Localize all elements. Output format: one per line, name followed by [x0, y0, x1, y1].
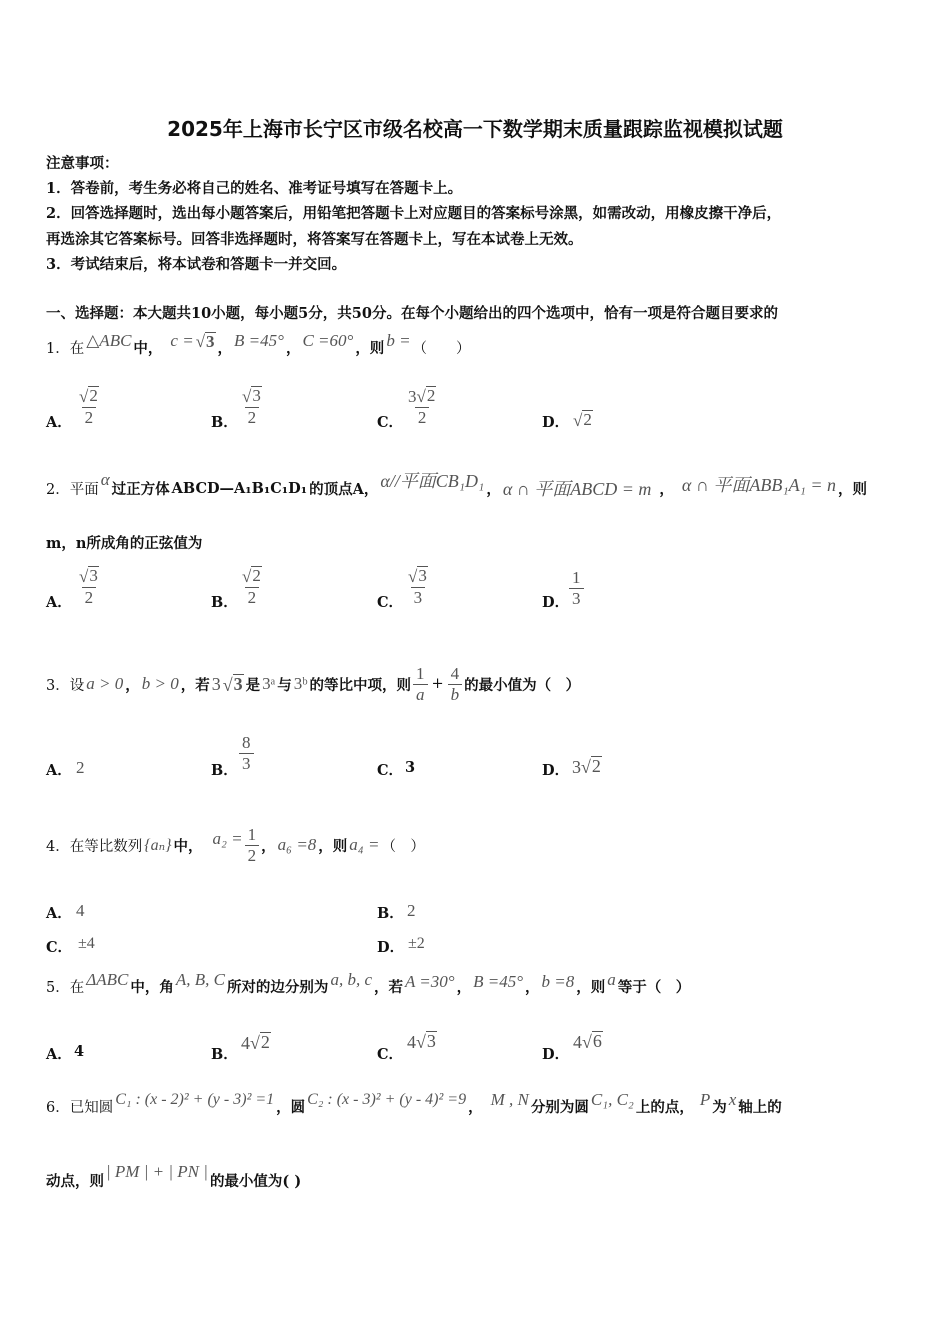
option-b-label: B． [211, 414, 238, 431]
option-d-label: D． [542, 414, 570, 431]
q4-option-d: ±2 [408, 935, 425, 952]
q6-circle-2: C₂ : (x - 3)² + (y - 4)² =9 [307, 1091, 467, 1108]
q1-option-d: √ 2 [573, 410, 592, 430]
q6-point-p: P [699, 1090, 711, 1109]
q6-text: 上的点， [635, 1098, 694, 1116]
q2-condition-3: α ∩ 平面ABB₁A₁ = n [681, 475, 836, 495]
question-4: 4．在等比数列 {aₙ} 中， a₂ = $\frac{1}{2}$ ， a₆ =8 ，则 a₄ = （ ） [46, 824, 425, 865]
option-c-label: C． [377, 762, 404, 779]
option-c-label: C． [377, 594, 404, 611]
option-c-label: C． [377, 414, 404, 431]
q5-option-d: 4 √ 6 [573, 1031, 602, 1052]
q5-then: ，则 [576, 978, 606, 996]
q5-triangle: ΔABC [86, 970, 129, 989]
q4-paren: （ ） [381, 838, 425, 855]
question-2: 2．平面 α 过正方体 ABCD—A₁B₁C₁D₁ 的顶点A， α//平面CB₁D₁ ， α ∩ 平面ABCD = m ， α ∩ 平面ABB₁A₁ = n ，则 [46, 468, 867, 508]
q3-power-a: 3ᵃ [262, 674, 276, 693]
q4-a4: a₄ = [349, 835, 380, 854]
q2-option-d: $\frac{1}{3}$ [569, 568, 584, 609]
q5-text: 所对的边分别为 [226, 978, 329, 996]
q1-b: b = [386, 331, 411, 350]
q3-tail: 的最小值为（ ） [464, 676, 581, 694]
q5-option-a: 4 [74, 1043, 85, 1060]
q3-radicand: 3 [233, 674, 243, 695]
q6-text: 轴上的 [738, 1098, 782, 1116]
q3-and: 与 [277, 676, 292, 694]
q5-angle-b: B =45° [473, 972, 523, 991]
q4-a6: a₆ =8 [277, 835, 317, 854]
q2-number: 2．平面 [46, 481, 99, 498]
q6-text: 分别为圆 [530, 1098, 589, 1116]
q3-cond-b: b > 0 [141, 674, 179, 693]
option-c-label: C． [46, 939, 73, 956]
q6-text: ，圆 [276, 1098, 306, 1116]
q1-angle-b: B =45° [234, 331, 284, 350]
q1-c: c = [170, 331, 194, 350]
option-a-label: A． [46, 905, 72, 922]
q5-tail: 等于（ ） [617, 978, 691, 996]
q2-condition-1: α//平面CB₁D₁ [380, 471, 485, 491]
q4-option-c: ±4 [78, 935, 95, 952]
q6-text: 动点，则 [46, 1172, 104, 1190]
q1-option-b: √ 3 2 [242, 386, 261, 427]
q2-alpha: α [100, 470, 110, 489]
notice-item: 再选涂其它答案标号。回答非选择题时，将答案写在答题卡上，写在本试卷上无效。 [46, 231, 583, 248]
option-b-label: B． [211, 594, 238, 611]
q2-line-2: m，n所成角的正弦值为 [46, 535, 203, 552]
q6-text: 的最小值为( ) [209, 1172, 302, 1190]
q2-text: 过正方体 [111, 480, 170, 498]
q1-then: ，则 [355, 339, 385, 357]
q3-text: 的等比中项，则 [309, 676, 412, 694]
q3-option-a: 2 [76, 758, 85, 777]
q3-is: 是 [245, 676, 261, 694]
q6-x: x [728, 1090, 737, 1109]
notice-item: 3．考试结束后，将本试卷和答题卡一并交回。 [46, 256, 347, 273]
q1-option-a: √ 2 2 [79, 386, 98, 427]
option-d-label: D． [542, 1046, 570, 1063]
q4-text: 中， [173, 837, 203, 855]
question-6: 6．已知圆 C₁ : (x - 2)² + (y - 3)² =1 ，圆 C₂ : (x - 3)² + (y - 4)² =9 ， M , N 分别为圆 C₁, C₂ 上的点， P 为 x 轴上的 [46, 1090, 782, 1116]
q5-option-b: 4 √ 2 [241, 1032, 270, 1053]
q5-side-b: b =8 [541, 972, 575, 991]
q3-if: ，若 [180, 676, 210, 694]
q5-side-a: a [607, 970, 616, 989]
q3-option-b: $\frac{8}{3}$ [239, 733, 254, 774]
option-a-label: A． [46, 1046, 72, 1063]
q3-option-c: 3 [405, 759, 416, 776]
q1-paren: （ ） [412, 340, 471, 357]
notice-heading: 注意事项： [46, 155, 119, 172]
q5-option-c: 4 √ 3 [407, 1031, 436, 1052]
option-a-label: A． [46, 414, 72, 431]
q2-cube: ABCD—A₁B₁C₁D₁ [171, 479, 308, 497]
q6-is: 为 [712, 1098, 727, 1116]
q2-option-b: √ 2 2 [242, 566, 261, 607]
option-d-label: D． [542, 594, 570, 611]
q2-condition-2: α ∩ 平面ABCD = m [502, 479, 652, 499]
q3-cond-a: a > 0 [86, 674, 124, 693]
option-b-label: B． [377, 905, 404, 922]
q2-then: ，则 [838, 480, 867, 498]
q1-triangle: △ABC [86, 331, 132, 350]
q4-a2: a₂ = [212, 829, 243, 848]
q3-power-b: 3ᵇ [293, 674, 308, 693]
q1-text: 中， [133, 339, 163, 357]
q6-number: 6．已知圆 [46, 1099, 114, 1116]
q4-then: ，则 [318, 837, 348, 855]
q2-option-c: √ 3 3 [408, 566, 427, 607]
q2-text: 的顶点A， [309, 480, 379, 498]
q1-c-value: 3 [206, 331, 215, 351]
q6-circles: C₁, C₂ [590, 1090, 634, 1109]
q5-if: ，若 [373, 978, 403, 996]
page-title: 2025年上海市长宁区市级名校高一下数学期末质量跟踪监视模拟试题 [167, 117, 783, 141]
q3-coef: 3 [211, 673, 221, 694]
q5-number: 5．在 [46, 979, 85, 996]
question-5: 5．在 ΔABC 中，角 A, B, C 所对的边分别为 a, b, c ，若 A =30° ， B =45° ， b =8 ，则 a 等于（ ） [46, 970, 691, 996]
q5-text: 中，角 [130, 978, 174, 996]
q4-number: 4．在等比数列 [46, 838, 143, 855]
option-b-label: B． [211, 762, 238, 779]
q4-option-b: 2 [407, 901, 416, 920]
q5-angles: A, B, C [175, 970, 225, 989]
q4-option-a: 4 [76, 901, 85, 920]
q5-sides: a, b, c [330, 970, 372, 989]
q1-angle-c: C =60° [302, 331, 354, 350]
option-a-label: A． [46, 594, 72, 611]
notice-item: 1．答卷前，考生务必将自己的姓名、准考证号填写在答题卡上。 [46, 180, 463, 197]
q1-number: 1．在 [46, 340, 85, 357]
q6-expression: | PM | + | PN | [106, 1162, 208, 1181]
q1-option-c: 3 √ 2 2 [408, 386, 436, 427]
q3-option-d: 3 √ 2 [572, 756, 601, 777]
option-b-label: B． [211, 1046, 238, 1063]
option-a-label: A． [46, 762, 72, 779]
notice-item: 2．回答选择题时，选出每小题答案后，用铅笔把答题卡上对应题目的答案标号涂黑，如需改动，用橡皮擦干净后， [46, 205, 782, 222]
q2-option-a: √ 3 2 [79, 566, 98, 607]
q6-points-mn: M , N [490, 1090, 529, 1109]
option-d-label: D． [542, 762, 570, 779]
question-3: 3．设 a > 0 ， b > 0 ，若 3 √ 3 是 3ᵃ 与 3ᵇ 的等比中项，则 $\frac{1}{a}$ + $\frac{4}{b}$ 的最小值为（ ） [46, 663, 581, 704]
section-heading: 一、选择题：本大题共10小题，每小题5分，共50分。在每个小题给出的四个选项中，恰有一项是符合题目要求的 [46, 305, 778, 322]
q6-line-2 [46, 1160, 301, 1200]
q3-number: 3．设 [46, 677, 85, 694]
q4-sequence: {aₙ} [144, 837, 172, 854]
option-d-label: D． [377, 939, 405, 956]
q5-angle-a: A =30° [404, 972, 455, 991]
question-1: 1．在 △ABC 中， c = √ 3 ， B =45° ， C =60° ，则 b = （ ） [46, 331, 471, 357]
q6-circle-1: C₁ : (x - 2)² + (y - 3)² =1 [115, 1091, 275, 1108]
option-c-label: C． [377, 1046, 404, 1063]
